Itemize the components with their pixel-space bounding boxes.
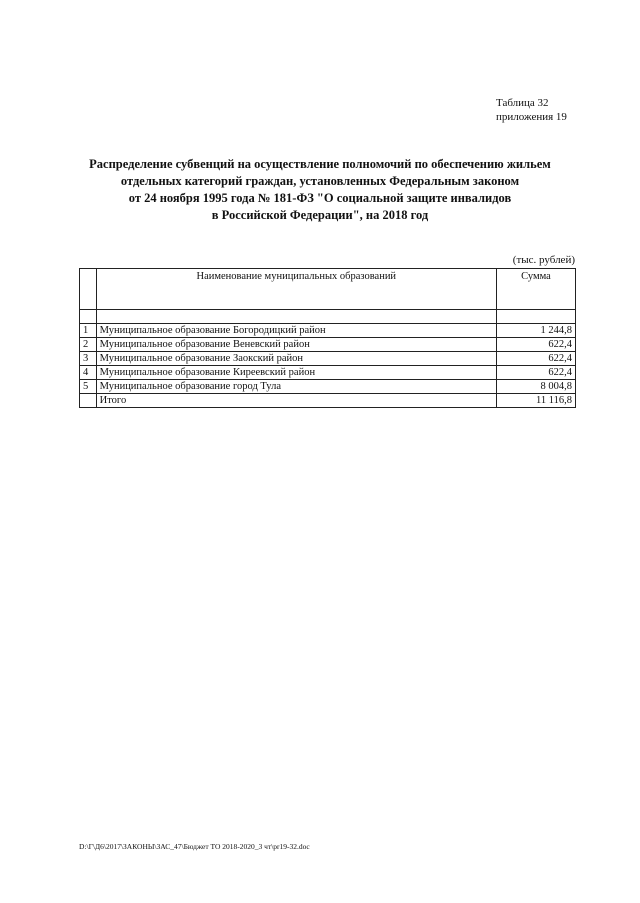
- table-row: [80, 338, 576, 352]
- row-number: 2: [80, 338, 97, 352]
- title-line-1: Распределение субвенций на осуществление полномочий по обеспечению жильем: [89, 157, 551, 171]
- row-number: 5: [80, 380, 97, 394]
- row-name: Муниципальное образование Киреевский район: [96, 366, 496, 380]
- file-path-footer: D:\Г\Д6\2017\ЗАКОНЫ\ЗАС_47\Бюджет ТО 2018-2020_3 чт\pr19-32.doc: [79, 842, 310, 851]
- row-number: 3: [80, 352, 97, 366]
- header-name: Наименование муниципальных образований: [96, 269, 496, 310]
- row-sum: 622,4: [496, 338, 575, 352]
- total-label: Итого: [96, 394, 496, 408]
- header-num: [80, 269, 97, 310]
- row-name: Муниципальное образование город Тула: [96, 380, 496, 394]
- table-row: [80, 352, 576, 366]
- header-sum: Сумма: [496, 269, 575, 310]
- total-sum: 11 116,8: [496, 394, 575, 408]
- table-row: [80, 380, 576, 394]
- row-sum: 8 004,8: [496, 380, 575, 394]
- subventions-table: [79, 268, 576, 408]
- table-caption: [496, 96, 567, 124]
- row-sum: 1 244,8: [496, 324, 575, 338]
- row-number: 4: [80, 366, 97, 380]
- spacer-row: [80, 310, 576, 324]
- document-title: [80, 156, 560, 224]
- row-name: Муниципальное образование Веневский район: [96, 338, 496, 352]
- row-sum: 622,4: [496, 352, 575, 366]
- title-line-4: в Российской Федерации", на 2018 год: [211, 208, 429, 222]
- row-name: Муниципальное образование Богородицкий район: [96, 324, 496, 338]
- row-name: Муниципальное образование Заокский район: [96, 352, 496, 366]
- row-sum: 622,4: [496, 366, 575, 380]
- total-row: [80, 394, 576, 408]
- table-row: [80, 324, 576, 338]
- title-line-3: от 24 ноября 1995 года № 181-ФЗ "О социальной защите инвалидов: [128, 191, 512, 205]
- title-line-2: отдельных категорий граждан, установленных Федеральным законом: [120, 174, 520, 188]
- row-number: 1: [80, 324, 97, 338]
- table-number: Таблица 32: [496, 97, 549, 109]
- units-label: (тыс. рублей): [512, 254, 575, 266]
- appendix-number: приложения 19: [496, 111, 567, 123]
- table-row: [80, 366, 576, 380]
- table-header-row: [80, 269, 576, 310]
